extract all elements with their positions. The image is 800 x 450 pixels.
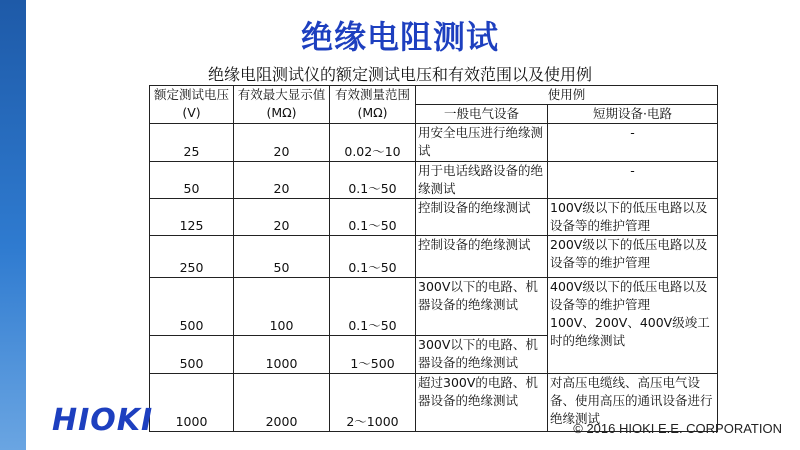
cell-max: 50 xyxy=(234,236,330,278)
cell-range: 0.1～50 xyxy=(330,236,416,278)
header-label: 额定测试电压 xyxy=(153,87,229,102)
cell-short: 100V级以下的低压电路以及设备等的维护管理 xyxy=(548,199,718,236)
cell-range: 2～1000 xyxy=(330,374,416,432)
cell-voltage: 500 xyxy=(150,278,234,336)
table-row xyxy=(150,199,718,236)
header-unit: (MΩ) xyxy=(357,105,388,120)
header-general: 一般电气设备 xyxy=(416,105,548,124)
cell-voltage: 125 xyxy=(150,199,234,236)
copyright-notice: © 2016 HIOKI E.E. CORPORATION xyxy=(573,421,782,436)
cell-short: 400V级以下的低压电路以及设备等的维护管理 100V、200V、400V级竣工时的绝缘测试 xyxy=(548,278,718,374)
header-short-term: 短期设备·电路 xyxy=(548,105,718,124)
cell-general: 300V以下的电路、机器设备的绝缘测试 xyxy=(416,278,548,336)
hioki-logo: HIOKI xyxy=(52,403,154,438)
table-row xyxy=(150,278,718,336)
header-unit: (MΩ) xyxy=(266,105,297,120)
cell-voltage: 1000 xyxy=(150,374,234,432)
cell-general: 超过300V的电路、机器设备的绝缘测试 xyxy=(416,374,548,432)
cell-short: 200V级以下的低压电路以及设备等的维护管理 xyxy=(548,236,718,278)
cell-max: 1000 xyxy=(234,336,330,374)
cell-short: - xyxy=(548,124,718,162)
cell-range: 0.1～50 xyxy=(330,278,416,336)
cell-voltage: 250 xyxy=(150,236,234,278)
cell-voltage: 500 xyxy=(150,336,234,374)
header-max-display xyxy=(234,86,330,124)
cell-short: - xyxy=(548,162,718,199)
cell-range: 0.1～50 xyxy=(330,199,416,236)
cell-max: 20 xyxy=(234,199,330,236)
header-usage: 使用例 xyxy=(416,86,718,105)
header-range xyxy=(330,86,416,124)
header-label: 有效测量范围 xyxy=(334,87,410,102)
cell-range: 0.1～50 xyxy=(330,162,416,199)
cell-max: 2000 xyxy=(234,374,330,432)
cell-max: 20 xyxy=(234,124,330,162)
table-caption: 绝缘电阻测试仪的额定测试电压和有效范围以及使用例 xyxy=(207,65,592,84)
cell-general: 用安全电压进行绝缘测试 xyxy=(416,124,548,162)
insulation-spec-table xyxy=(149,85,718,432)
table-row xyxy=(150,162,718,199)
header-label: 有效最大显示值 xyxy=(237,87,326,102)
cell-general: 用于电话线路设备的绝缘测试 xyxy=(416,162,548,199)
cell-general: 300V以下的电路、机器设备的绝缘测试 xyxy=(416,336,548,374)
slide-title: 绝缘电阻测试 xyxy=(300,18,499,56)
cell-general: 控制设备的绝缘测试 xyxy=(416,199,548,236)
cell-voltage: 50 xyxy=(150,162,234,199)
cell-range: 1～500 xyxy=(330,336,416,374)
table-row xyxy=(150,124,718,162)
cell-max: 100 xyxy=(234,278,330,336)
table-row xyxy=(150,236,718,278)
cell-max: 20 xyxy=(234,162,330,199)
header-unit: (V) xyxy=(182,105,201,120)
header-rated-voltage xyxy=(150,86,234,124)
cell-range: 0.02～10 xyxy=(330,124,416,162)
cell-voltage: 25 xyxy=(150,124,234,162)
cell-short: 对高压电缆线、高压电气设备、使用高压的通讯设备进行绝缘测试 xyxy=(548,374,718,432)
cell-general: 控制设备的绝缘测试 xyxy=(416,236,548,278)
